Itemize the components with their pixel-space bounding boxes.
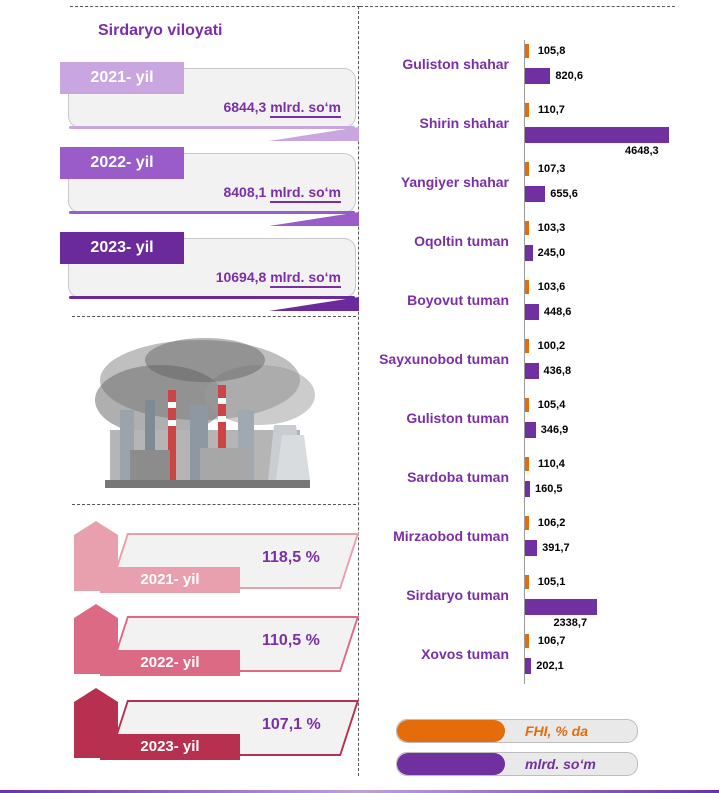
legend-fhi-label: FHI, % da [525, 723, 589, 739]
mlrd-value-label: 245,0 [537, 247, 566, 259]
card-tail [269, 127, 359, 141]
mlrd-value-label: 346,9 [540, 424, 569, 436]
total-value: 10694,8 mlrd. so‘m [216, 269, 341, 285]
fhi-bar [525, 339, 529, 353]
legend-mlrd-swatch [397, 753, 505, 775]
unit-label: mlrd. so‘m [270, 99, 341, 118]
growth-value: 107,1 % [262, 716, 321, 733]
unit-label: mlrd. so‘m [270, 269, 341, 288]
fhi-value-label: 110,7 [538, 104, 565, 116]
total-value: 8408,1 mlrd. so‘m [223, 184, 341, 200]
mlrd-bar [525, 68, 550, 84]
district-label: Yangiyer shahar [400, 174, 509, 190]
mlrd-value-label: 448,6 [543, 306, 572, 318]
district-label: Shirin shahar [419, 115, 509, 131]
total-value: 6844,3 mlrd. so‘m [223, 99, 341, 115]
district-label: Mirzaobod tuman [393, 528, 509, 544]
mlrd-bar [525, 304, 539, 320]
growth-value: 110,5 % [262, 632, 320, 649]
top-divider-right [360, 6, 675, 7]
growth-year-tab: 2022- yil [100, 650, 240, 676]
district-label: Guliston tuman [406, 410, 509, 426]
mlrd-bar [525, 363, 539, 379]
fhi-bar [525, 575, 529, 589]
fhi-bar [525, 280, 529, 294]
center-divider [358, 6, 359, 776]
fhi-value-label: 105,8 [537, 45, 566, 57]
mlrd-bar [525, 658, 531, 674]
year-tab: 2021- yil [60, 62, 184, 94]
mlrd-bar [525, 540, 537, 556]
mlrd-value-label: 2338,7 [553, 617, 588, 629]
fhi-bar [525, 457, 529, 471]
legend-mlrd-label: mlrd. so‘m [525, 756, 596, 772]
fhi-value-label: 110,4 [537, 458, 565, 470]
fhi-bar [525, 44, 529, 58]
fhi-value-label: 106,7 [537, 635, 566, 647]
factory-illustration [90, 330, 320, 495]
year-tab: 2022- yil [60, 147, 184, 179]
district-label: Sayxunobod tuman [379, 351, 509, 367]
district-label: Sardoba tuman [407, 469, 509, 485]
section-divider-2 [72, 504, 356, 505]
region-title: Sirdaryo viloyati [98, 22, 223, 39]
fhi-value-label: 105,1 [537, 576, 566, 588]
fhi-value-label: 100,2 [537, 340, 566, 352]
mlrd-bar [525, 127, 669, 143]
fhi-value-label: 105,4 [537, 399, 566, 411]
fhi-bar [525, 398, 529, 412]
district-label: Boyovut tuman [407, 292, 509, 308]
mlrd-value-label: 202,1 [536, 660, 564, 672]
mlrd-bar [525, 245, 533, 261]
factory-icon [90, 330, 320, 495]
card-tail [269, 212, 359, 226]
year-tab: 2023- yil [60, 232, 184, 264]
fhi-bar [525, 516, 529, 530]
card-underline [69, 211, 355, 214]
growth-year-tab: 2023- yil [100, 734, 240, 760]
legend-fhi [396, 719, 638, 743]
growth-value: 118,5 % [262, 549, 320, 566]
mlrd-bar [525, 481, 530, 497]
top-divider [70, 6, 360, 7]
district-label: Xovos tuman [421, 646, 509, 662]
card-tail [269, 297, 359, 311]
fhi-value-label: 106,2 [537, 517, 566, 529]
fhi-value-label: 107,3 [537, 163, 566, 175]
fhi-value-label: 103,3 [537, 222, 566, 234]
mlrd-bar [525, 422, 536, 438]
card-underline [69, 296, 355, 299]
growth-year-tab: 2021- yil [100, 567, 240, 593]
fhi-bar [525, 221, 529, 235]
legend-fhi-swatch [397, 720, 505, 742]
fhi-value-label: 103,6 [537, 281, 566, 293]
unit-label: mlrd. so‘m [270, 184, 341, 203]
fhi-bar [525, 103, 529, 117]
mlrd-bar [525, 186, 545, 202]
fhi-bar [525, 162, 529, 176]
district-label: Sirdaryo tuman [406, 587, 509, 603]
card-underline [69, 126, 355, 129]
section-divider-1 [72, 316, 356, 317]
district-label: Oqoltin tuman [414, 233, 509, 249]
mlrd-value-label: 655,6 [550, 188, 578, 200]
legend-mlrd [396, 752, 638, 776]
mlrd-value-label: 820,6 [555, 70, 583, 82]
fhi-bar [525, 634, 529, 648]
mlrd-value-label: 391,7 [542, 542, 570, 554]
mlrd-value-label: 4648,3 [625, 145, 659, 157]
mlrd-value-label: 160,5 [534, 483, 563, 495]
district-label: Guliston shahar [402, 56, 509, 72]
mlrd-value-label: 436,8 [543, 365, 572, 377]
mlrd-bar [525, 599, 597, 615]
